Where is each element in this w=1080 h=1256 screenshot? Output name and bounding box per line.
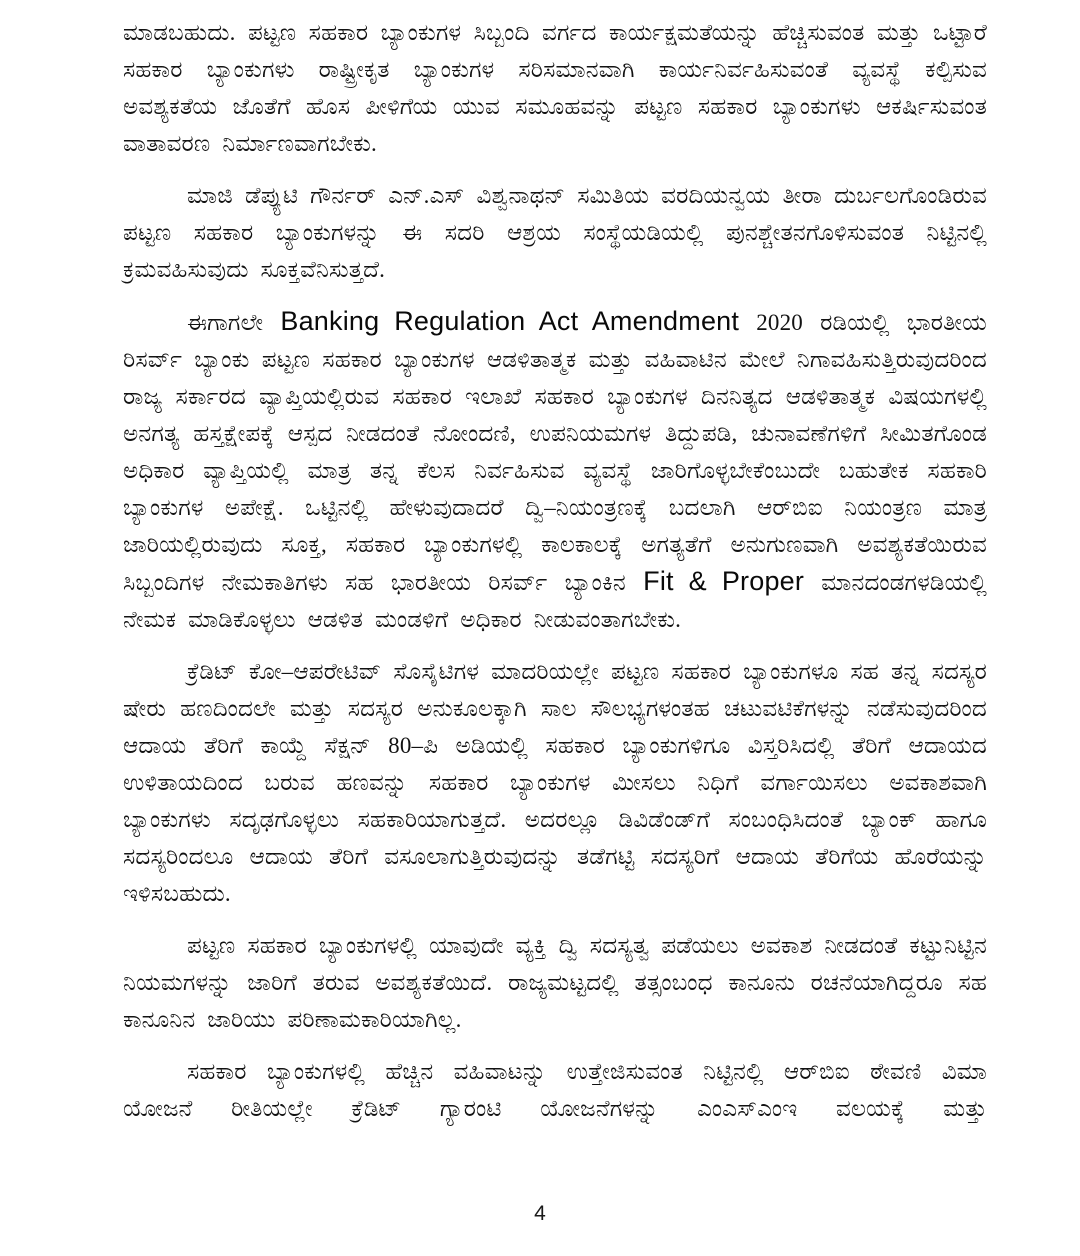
page-number: 4 [534, 1202, 546, 1225]
paragraph [123, 653, 987, 912]
paragraph [123, 177, 987, 288]
text-run-kannada: ಸಹಕಾರ ಬ್ಯಾಂಕುಗಳಲ್ಲಿ ಹೆಚ್ಚಿನ ವಹಿವಾಟನ್ನು ಉತ್ತೇಜಿಸುವಂತ ನಿಟ್ಟಿನಲ್ಲಿ ಆರ್‌ಬಿಐ ಠೇವಣಿ ವಿಮಾ ಯೋಜನೆ ರೀತಿಯಲ್ಲೇ ಕ್ರೆಡಿಟ್ ಗ್ಯಾರಂಟಿ ಯೋಜನೆಗಳನ್ನು ಎಂಎಸ್‌ಎಂಇ ವಲಯಕ್ಕೆ ಮತ್ತು [123, 1059, 987, 1121]
page-body [123, 14, 987, 1142]
text-run-kannada: ಪಟ್ಟಣ ಸಹಕಾರ ಬ್ಯಾಂಕುಗಳಲ್ಲಿ ಯಾವುದೇ ವ್ಯಕ್ತಿ ದ್ವಿ ಸದಸ್ಯತ್ವ ಪಡೆಯಲು ಅವಕಾಶ ನೀಡದಂತೆ ಕಟ್ಟುನಿಟ್ಟಿನ ನಿಯಮಗಳನ್ನು ಜಾರಿಗೆ ತರುವ ಅವಶ್ಯಕತೆಯಿದೆ. ರಾಜ್ಯಮಟ್ಟದಲ್ಲಿ ತತ್ಸಂಬಂಧ ಕಾನೂನು ರಚನೆಯಾಗಿದ್ದರೂ ಸಹ ಕಾನೂನಿನ ಜಾರಿಯು ಪರಿಣಾಮಕಾರಿಯಾಗಿಲ್ಲ. [123, 933, 987, 1032]
text-run-kannada: ಕ್ರೆಡಿಟ್ ಕೋ–ಆಪರೇಟಿವ್ ಸೊಸೈಟಿಗಳ ಮಾದರಿಯಲ್ಲೇ ಪಟ್ಟಣ ಸಹಕಾರ ಬ್ಯಾಂಕುಗಳೂ ಸಹ ತನ್ನ ಸದಸ್ಯರ ಷೇರು ಹಣದಿಂದಲೇ ಮತ್ತು ಸದಸ್ಯರ ಅನುಕೂಲಕ್ಕಾಗಿ ಸಾಲ ಸೌಲಭ್ಯಗಳಂತಹ ಚಟುವಟಿಕೆಗಳನ್ನು ನಡೆಸುವುದರಿಂದ ಆದಾಯ ತೆರಿಗೆ ಕಾಯ್ದೆ ಸೆಕ್ಷನ್ 80–ಪಿ ಅಡಿಯಲ್ಲಿ ಸಹಕಾರ ಬ್ಯಾಂಕುಗಳಿಗೂ ವಿಸ್ತರಿಸಿದಲ್ಲಿ ತೆರಿಗೆ ಆದಾಯದ ಉಳಿತಾಯದಿಂದ ಬರುವ ಹಣವನ್ನು ಸಹಕಾರ ಬ್ಯಾಂಕುಗಳ ಮೀಸಲು ನಿಧಿಗೆ ವರ್ಗಾಯಿಸಲು ಅವಕಾಶವಾಗಿ ಬ್ಯಾಂಕುಗಳು ಸದೃಢಗೊಳ್ಳಲು ಸಹಕಾರಿಯಾಗುತ್ತದೆ. ಅದರಲ್ಲೂ ಡಿವಿಡೆಂಡ್‌ಗೆ ಸಂಬಂಧಿಸಿದಂತೆ ಬ್ಯಾಂಕ್ ಹಾಗೂ ಸದಸ್ಯರಿಂದಲೂ ಆದಾಯ ತೆರಿಗೆ ವಸೂಲಾಗುತ್ತಿರುವುದನ್ನು ತಡೆಗಟ್ಟಿ ಸದಸ್ಯರಿಗೆ ಆದಾಯ ತೆರಿಗೆಯ ಹೊರೆಯನ್ನು ಇಳಿಸಬಹುದು. [123, 659, 987, 906]
paragraph [123, 14, 987, 162]
text-run-kannada: ಮಾಡಬಹುದು. ಪಟ್ಟಣ ಸಹಕಾರ ಬ್ಯಾಂಕುಗಳ ಸಿಬ್ಬಂದಿ ವರ್ಗದ ಕಾರ್ಯಕ್ಷಮತೆಯನ್ನು ಹೆಚ್ಚಿಸುವಂತ ಮತ್ತು ಒಟ್ಟಾರೆ ಸಹಕಾರ ಬ್ಯಾಂಕುಗಳು ರಾಷ್ಟ್ರೀಕೃತ ಬ್ಯಾಂಕುಗಳ ಸರಿಸಮಾನವಾಗಿ ಕಾರ್ಯನಿರ್ವಹಿಸುವಂತೆ ವ್ಯವಸ್ಥೆ ಕಲ್ಪಿಸುವ ಅವಶ್ಯಕತೆಯ ಜೊತೆಗೆ ಹೊಸ ಪೀಳಿಗೆಯ ಯುವ ಸಮೂಹವನ್ನು ಪಟ್ಟಣ ಸಹಕಾರ ಬ್ಯಾಂಕುಗಳು ಆಕರ್ಷಿಸುವಂತ ವಾತಾವರಣ ನಿರ್ಮಾಣವಾಗಬೇಕು. [123, 20, 987, 156]
text-run-kannada: 2020 ರಡಿಯಲ್ಲಿ ಭಾರತೀಯ ರಿಸರ್ವ್ ಬ್ಯಾಂಕು ಪಟ್ಟಣ ಸಹಕಾರ ಬ್ಯಾಂಕುಗಳ ಆಡಳಿತಾತ್ಮಕ ಮತ್ತು ವಹಿವಾಟಿನ ಮೇಲೆ ನಿಗಾವಹಿಸುತ್ತಿರುವುದರಿಂದ ರಾಜ್ಯ ಸರ್ಕಾರದ ವ್ಯಾಪ್ತಿಯಲ್ಲಿರುವ ಸಹಕಾರ ಇಲಾಖೆ ಸಹಕಾರ ಬ್ಯಾಂಕುಗಳ ದಿನನಿತ್ಯದ ಆಡಳಿತಾತ್ಮಕ ವಿಷಯಗಳಲ್ಲಿ ಅನಗತ್ಯ ಹಸ್ತಕ್ಷೇಪಕ್ಕೆ ಆಸ್ಪದ ನೀಡದಂತೆ ನೋಂದಣಿ, ಉಪನಿಯಮಗಳ ತಿದ್ದುಪಡಿ, ಚುನಾವಣೆಗಳಿಗೆ ಸೀಮಿತಗೊಂಡ ಅಧಿಕಾರ ವ್ಯಾಪ್ತಿಯಲ್ಲಿ ಮಾತ್ರ ತನ್ನ ಕೆಲಸ ನಿರ್ವಹಿಸುವ ವ್ಯವಸ್ಥೆ ಜಾರಿಗೊಳ್ಳಬೇಕೆಂಬುದೇ ಬಹುತೇಕ ಸಹಕಾರಿ ಬ್ಯಾಂಕುಗಳ ಅಪೇಕ್ಷೆ. ಒಟ್ಟಿನಲ್ಲಿ ಹೇಳುವುದಾದರೆ ದ್ವಿ–ನಿಯಂತ್ರಣಕ್ಕೆ ಬದಲಾಗಿ ಆರ್‌ಬಿಐ ನಿಯಂತ್ರಣ ಮಾತ್ರ ಜಾರಿಯಲ್ಲಿರುವುದು ಸೂಕ್ತ, ಸಹಕಾರ ಬ್ಯಾಂಕುಗಳಲ್ಲಿ ಕಾಲಕಾಲಕ್ಕೆ ಅಗತ್ಯತೆಗೆ ಅನುಗುಣವಾಗಿ ಅವಶ್ಯಕತೆಯಿರುವ ಸಿಬ್ಬಂದಿಗಳ ನೇಮಕಾತಿಗಳು ಸಹ ಭಾರತೀಯ ರಿಸರ್ವ್ ಬ್ಯಾಂಕಿನ [123, 310, 987, 595]
text-run-kannada: ಮಾನದಂಡಗಳಡಿಯಲ್ಲಿ ನೇಮಕ ಮಾಡಿಕೊಳ್ಳಲು ಆಡಳಿತ ಮಂಡಳಿಗೆ ಅಧಿಕಾರ ನೀಡುವಂತಾಗಬೇಕು. [123, 570, 987, 632]
text-run-english: Banking Regulation Act Amendment [280, 306, 740, 336]
text-run-kannada: ಮಾಜಿ ಡೆಪ್ಯುಟಿ ಗೌರ್ನರ್ ಎನ್.ಎಸ್ ವಿಶ್ವನಾಥನ್ ಸಮಿತಿಯ ವರದಿಯನ್ವಯ ತೀರಾ ದುರ್ಬಲಗೊಂಡಿರುವ ಪಟ್ಟಣ ಸಹಕಾರ ಬ್ಯಾಂಕುಗಳನ್ನು ಈ ಸದರಿ ಆಶ್ರಯ ಸಂಸ್ಥೆಯಡಿಯಲ್ಲಿ ಪುನಶ್ಚೇತನಗೊಳಿಸುವಂತ ನಿಟ್ಟಿನಲ್ಲಿ ಕ್ರಮವಹಿಸುವುದು ಸೂಕ್ತವೆನಿಸುತ್ತದೆ. [123, 183, 987, 282]
text-run-kannada: ಈಗಾಗಲೇ [187, 310, 281, 335]
paragraph [123, 303, 987, 638]
paragraph [123, 1053, 987, 1127]
text-run-english: Fit & Proper [643, 566, 805, 596]
paragraph [123, 927, 987, 1038]
